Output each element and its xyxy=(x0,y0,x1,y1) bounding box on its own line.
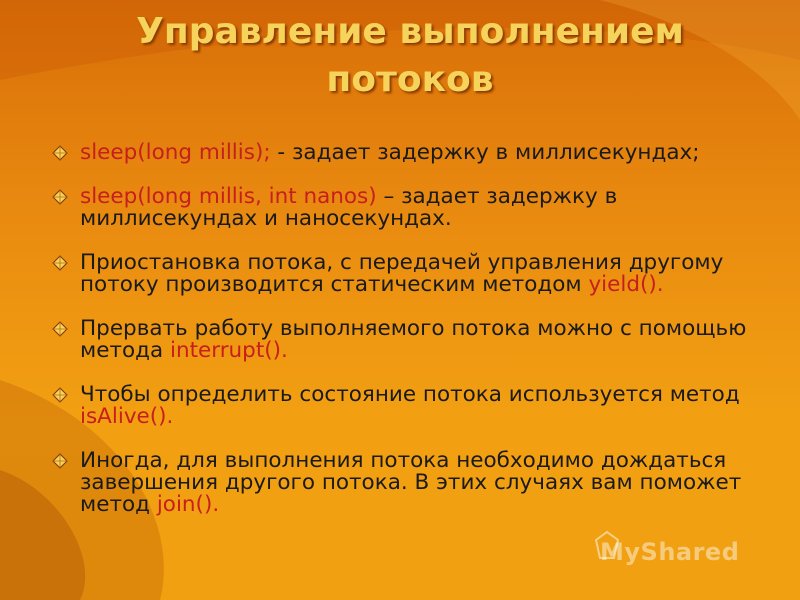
bullet-code: sleep(long millis, int nanos) xyxy=(80,184,377,209)
list-item xyxy=(52,252,772,296)
bullet-pre: Чтобы определить состояние потока используется метод xyxy=(80,382,740,407)
bullet-icon xyxy=(52,189,68,205)
list-item xyxy=(52,142,772,164)
list-item xyxy=(52,318,772,362)
page-title xyxy=(60,8,760,104)
bullet-code: interrupt(). xyxy=(170,338,288,363)
bullet-pre: Иногда, для выполнения потока необходимо дождаться завершения другого потока. В этих случаях вам поможет метод xyxy=(80,448,742,517)
title-line-2: потоков xyxy=(326,59,494,100)
bullet-code: sleep(long millis); xyxy=(80,140,271,165)
bullet-icon xyxy=(52,145,68,161)
bullet-pre: Прервать работу выполняемого потока можно с помощью метода xyxy=(80,316,747,363)
bullet-list xyxy=(52,142,772,538)
title-line-1: Управление выполнением xyxy=(136,11,684,52)
list-item xyxy=(52,186,772,230)
bullet-icon xyxy=(52,387,68,403)
bullet-icon xyxy=(52,453,68,469)
bullet-icon xyxy=(52,321,68,337)
watermark: MyShared xyxy=(600,538,740,566)
bullet-code: yield(). xyxy=(588,272,664,297)
list-item xyxy=(52,450,772,516)
bullet-pre: Приостановка потока, с передачей управления другому потоку производится статическим методом xyxy=(80,250,724,297)
bullet-code: join(). xyxy=(156,492,220,517)
bullet-post: – задает задержку в миллисекундах и наносекундах. xyxy=(80,184,618,231)
bullet-icon xyxy=(52,255,68,271)
list-item xyxy=(52,384,772,428)
bullet-code: isAlive(). xyxy=(80,404,174,429)
bullet-post: - задает задержку в миллисекундах; xyxy=(270,140,700,165)
